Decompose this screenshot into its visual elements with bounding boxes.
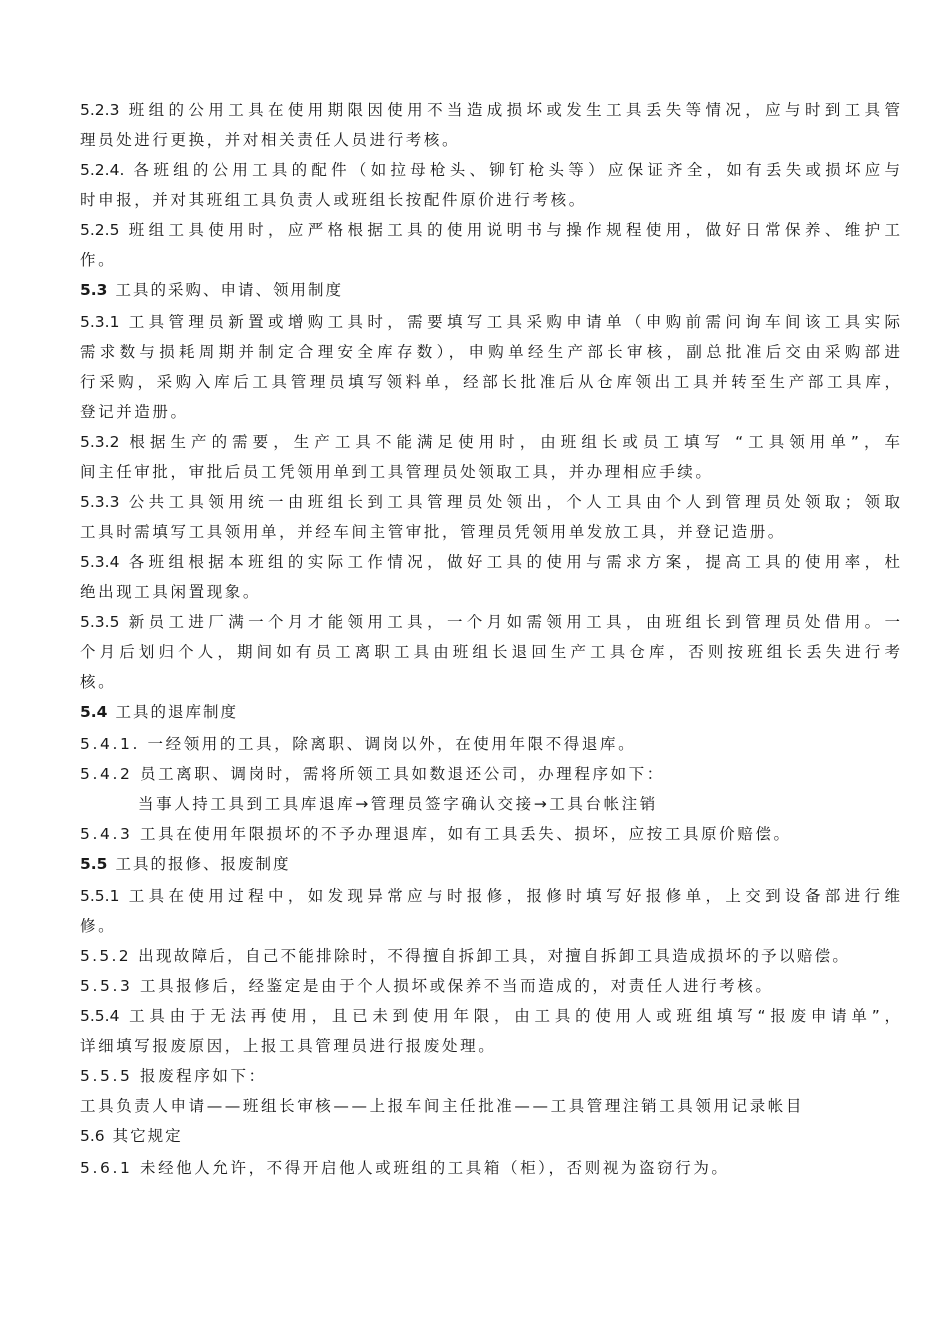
section-heading-5-3 (80, 275, 900, 305)
paragraph-line: 5.4.3 工具在使用年限损坏的不予办理退库，如有工具丢失、损坏，应按工具原价赔偿。 (80, 825, 792, 843)
section-5-2-tail (80, 95, 900, 275)
paragraph-line: 5.5.5 报废程序如下： (80, 1067, 267, 1085)
paragraph-line: 5.6.1 未经他人允许，不得开启他人或班组的工具箱（柜），否则视为盗窃行为。 (80, 1159, 730, 1177)
section-5-6-body (80, 1153, 900, 1183)
paragraph-line: 登记并造册。 (80, 403, 189, 421)
section-title: 工具的采购、申请、领用制度 (115, 281, 343, 299)
paragraph-line: 间主任审批，审批后员工凭领用单到工具管理员处领取工具，并办理相应手续。 (80, 463, 714, 481)
section-title: 工具的报修、报废制度 (115, 855, 291, 873)
section-5-3-body (80, 307, 900, 697)
section-heading-5-4 (80, 697, 900, 727)
paragraph-line: 个月后划归个人，期间如有员工离职工具由班组长退回生产工具仓库，否则按班组长丢失进行考 (80, 643, 900, 661)
paragraph-line: 5.2.4. 各班组的公用工具的配件（如拉母枪头、铆钉枪头等）应保证齐全，如有丢失或损坏应与 (80, 161, 900, 179)
paragraph-line: 详细填写报废原因，上报工具管理员进行报废处理。 (80, 1037, 497, 1055)
section-5-4-body (80, 729, 900, 849)
paragraph-line: 5.2.5 班组工具使用时，应严格根据工具的使用说明书与操作规程使用，做好日常保养、维护工 (80, 221, 900, 239)
section-number: 5.6 (80, 1127, 105, 1145)
paragraph-line: 核。 (80, 673, 117, 691)
paragraph-line: 时申报，并对其班组工具负责人或班组长按配件原价进行考核。 (80, 191, 587, 209)
paragraph-line: 理员处进行更换，并对相关责任人员进行考核。 (80, 131, 461, 149)
paragraph-line: 5.5.3 工具报修后，经鉴定是由于个人损坏或保养不当而造成的，对责任人进行考核。 (80, 977, 774, 995)
paragraph-line: 行采购，采购入库后工具管理员填写领料单，经部长批准后从仓库领出工具并转至生产部工具库， (80, 373, 900, 391)
paragraph-line: 需求数与损耗周期并制定合理安全库存数），申购单经生产部长审核，副总批准后交由采购部进 (80, 343, 900, 361)
paragraph-line: 5.3.3 公共工具领用统一由班组长到工具管理员处领出，个人工具由个人到管理员处领取；领取 (80, 493, 900, 511)
paragraph-line: 5.5.1 工具在使用过程中，如发现异常应与时报修，报修时填写好报修单，上交到设备部进行维 (80, 887, 900, 905)
paragraph-line: 5.5.4 工具由于无法再使用，且已未到使用年限，由工具的使用人或班组填写“报废申请单”， (80, 1007, 900, 1025)
paragraph-line: 5.3.4 各班组根据本班组的实际工作情况，做好工具的使用与需求方案，提高工具的使用率，杜 (80, 553, 900, 571)
paragraph-line: 5.3.5 新员工进厂满一个月才能领用工具，一个月如需领用工具，由班组长到管理员处借用。一 (80, 613, 900, 631)
section-title: 其它规定 (112, 1127, 183, 1145)
section-heading-5-6 (80, 1121, 900, 1151)
document-page (80, 95, 900, 1183)
paragraph-line: 5.5.2 出现故障后，自己不能排除时，不得擅自拆卸工具，对擅自拆卸工具造成损坏的予以赔偿。 (80, 947, 851, 965)
section-heading-5-5 (80, 849, 900, 879)
paragraph-line: 修。 (80, 917, 117, 935)
paragraph-line: 5.4.1. 一经领用的工具，除离职、调岗以外，在使用年限不得退库。 (80, 735, 637, 753)
section-5-5-body (80, 881, 900, 1121)
section-title: 工具的退库制度 (115, 703, 238, 721)
paragraph-line: 绝出现工具闲置现象。 (80, 583, 262, 601)
paragraph-line: 5.3.1 工具管理员新置或增购工具时，需要填写工具采购申请单（申购前需问询车间该工具实际 (80, 313, 900, 331)
section-number: 5.4 (80, 703, 108, 721)
paragraph-line: 作。 (80, 251, 117, 269)
section-number: 5.3 (80, 281, 108, 299)
paragraph-line: 5.4.2 员工离职、调岗时，需将所领工具如数退还公司，办理程序如下： (80, 765, 665, 783)
section-number: 5.5 (80, 855, 108, 873)
paragraph-line: 5.2.3 班组的公用工具在使用期限因使用不当造成损坏或发生工具丢失等情况，应与时到工具管 (80, 101, 900, 119)
paragraph-line: 工具时需填写工具领用单，并经车间主管审批，管理员凭领用单发放工具，并登记造册。 (80, 523, 786, 541)
procedure-line: 工具负责人申请——班组长审核——上报车间主任批准——工具管理注销工具领用记录帐目 (80, 1097, 805, 1115)
paragraph-line: 5.3.2 根据生产的需要，生产工具不能满足使用时，由班组长或员工填写 “工具领用单”，车 (80, 433, 900, 451)
procedure-line: 当事人持工具到工具库退库→管理员签字确认交接→工具台帐注销 (138, 795, 658, 813)
